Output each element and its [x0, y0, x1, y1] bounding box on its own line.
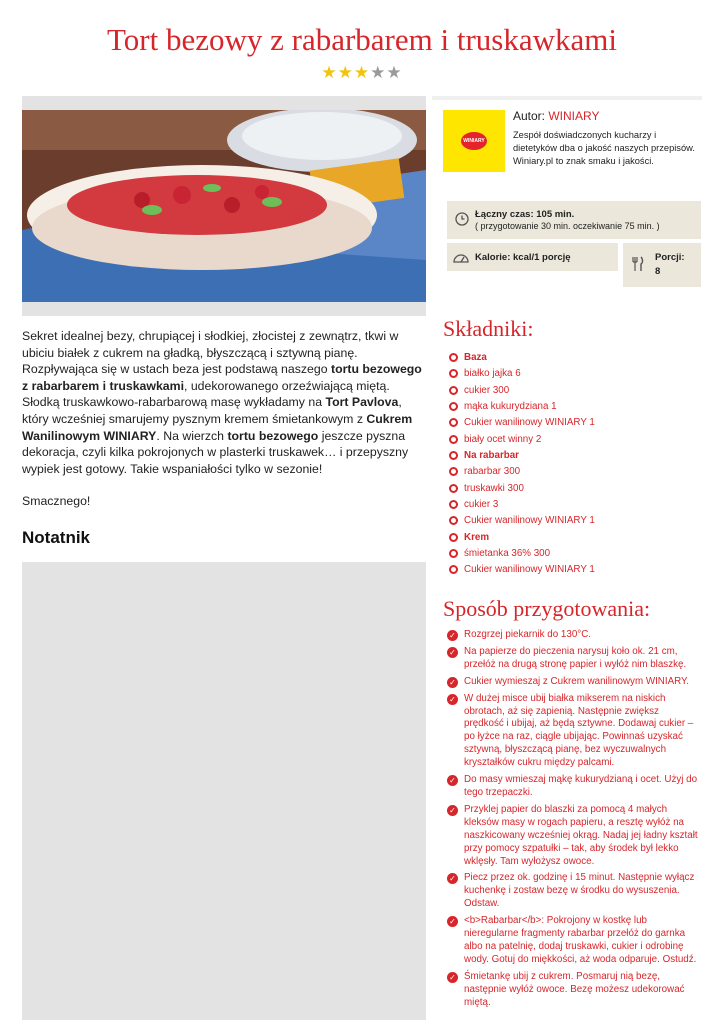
preparation-steps	[447, 629, 701, 1013]
preparation-step	[447, 872, 701, 911]
ingredients-heading: Składniki:	[443, 316, 534, 341]
portions-value: 8	[655, 266, 661, 277]
ingredient-label: Cukier wanilinowy WINIARY 1	[464, 417, 595, 429]
recipe-description	[22, 328, 422, 526]
image-bottom-bar	[22, 302, 426, 316]
check-icon: ✓	[447, 630, 458, 641]
description-text: . Na wierzch	[156, 428, 228, 443]
ingredient-label: Krem	[464, 531, 490, 543]
calories-box	[447, 243, 618, 271]
recipe-photo	[22, 110, 426, 302]
ingredient-item	[449, 514, 595, 530]
ingredient-group	[449, 449, 595, 465]
ingredient-label: Cukier wanilinowy WINIARY 1	[464, 564, 595, 576]
preparation-step	[447, 971, 701, 1010]
description-paragraph	[22, 328, 422, 477]
ingredient-item	[449, 547, 595, 563]
total-time-label: Łączny czas: 105 min.	[475, 209, 575, 220]
bullet-ring-icon	[449, 549, 458, 558]
bullet-ring-icon	[449, 500, 458, 509]
recipe-title: Tort bezowy z rabarbarem i truskawkami	[107, 22, 617, 57]
ingredient-label: Cukier wanilinowy WINIARY 1	[464, 515, 595, 527]
ingredient-item	[449, 465, 595, 481]
step-text: Rozgrzej piekarnik do 130°C.	[464, 629, 591, 640]
step-text: W dużej misce ubij białka mikserem na niskich obrotach, aż się zapienią. Następnie zwiększ prędkość i ubijaj, aż będą sztywne. Dodawaj cukier – po łyżce na raz, ciągle ubijając. Powinnaś uzyskać sztywną, błyszczącą pianę, bez wyczuwalnych kryształków cukru między palcami.	[464, 692, 694, 769]
check-icon: ✓	[447, 873, 458, 884]
check-icon: ✓	[447, 805, 458, 816]
author-label: Autor:	[513, 109, 546, 123]
check-icon: ✓	[447, 972, 458, 983]
preparation-step	[447, 804, 701, 869]
step-text: Przyklej papier do blaszki za pomocą 4 małych kleksów masy w rogach papieru, a resztę wyłóż na naszkicowany wcześniej okrąg. Nadaj jej ładny kształt przy pomocy szpatułki – tak, aby środek był lekko wklęsły. Tam wyłożysz owoce.	[464, 803, 698, 867]
ingredient-label: białko jajka 6	[464, 368, 521, 380]
ingredient-label: śmietanka 36% 300	[464, 548, 551, 560]
check-icon: ✓	[447, 677, 458, 688]
bullet-ring-icon	[449, 484, 458, 493]
description-highlight: Cukrem Wanilinowym WINIARY	[22, 411, 413, 443]
ingredients-list	[449, 351, 595, 580]
bullet-ring-icon	[449, 451, 458, 460]
description-closing: Smacznego!	[22, 494, 91, 509]
bullet-ring-icon	[449, 533, 458, 542]
check-icon: ✓	[447, 694, 458, 705]
ingredient-label: truskawki 300	[464, 482, 524, 494]
preparation-step	[447, 676, 701, 689]
notes-area[interactable]	[22, 562, 426, 1020]
portions-box	[623, 243, 701, 287]
ingredient-item	[449, 416, 595, 432]
star-empty-icon[interactable]: ★	[386, 63, 403, 82]
step-text: Cukier wymieszaj z Cukrem wanilinowym WINIARY.	[464, 675, 690, 687]
step-text: Na papierze do pieczenia narysuj koło ok. 21 cm, przełóż na drugą stronę papier i wyłóż nim blaszkę.	[464, 645, 687, 670]
bullet-ring-icon	[449, 516, 458, 525]
ingredient-label: cukier 300	[464, 384, 510, 396]
bullet-ring-icon	[449, 565, 458, 574]
star-filled-icon[interactable]: ★	[337, 63, 354, 82]
preparation-step	[447, 629, 701, 642]
star-filled-icon[interactable]: ★	[321, 63, 338, 82]
ingredient-item	[449, 498, 595, 514]
bullet-ring-icon	[449, 369, 458, 378]
ingredient-item	[449, 433, 595, 449]
step-text: Piecz przez ok. godzinę i 15 minut. Następnie wyłącz kuchenkę i zostaw bezę w środku do wysuszenia. Odstaw.	[464, 872, 695, 910]
check-icon: ✓	[447, 775, 458, 786]
ingredient-label: mąka kukurydziana 1	[464, 401, 557, 413]
bullet-ring-icon	[449, 435, 458, 444]
preparation-step	[447, 915, 701, 967]
cutlery-icon	[631, 256, 645, 272]
description-text: , udekorowanego orzeźwiającą miętą. Słodką truskawkowo-rabarbarową masę wykładamy na	[22, 378, 390, 410]
bullet-ring-icon	[449, 353, 458, 362]
check-icon: ✓	[447, 647, 458, 658]
description-text: , który wcześniej smarujemy pysznym kremem śmietankowym z	[22, 395, 402, 426]
calories-label: Kalorie: kcal/1 porcję	[475, 252, 571, 263]
bullet-ring-icon	[449, 402, 458, 411]
ingredient-item	[449, 482, 595, 498]
author-line	[513, 109, 599, 123]
ingredient-label: Baza	[464, 352, 487, 363]
sidebar-top-bar	[432, 96, 702, 100]
preparation-step	[447, 693, 701, 770]
preparation-heading: Sposób przygotowania:	[443, 596, 651, 621]
description-highlight: tortu bezowego	[227, 428, 319, 443]
description-text: Sekret idealnej bezy, chrupiącej i słodkiej, złocistej z zewnątrz, tkwi w ubiciu białek z cukrem na gładką, błyszczącą i sztywną pianę. Rozpływająca się w ustach beza jest podstawą naszego	[22, 329, 399, 377]
step-text: <b>Rabarbar</b>: Pokrojony w kostkę lub nieregularne fragmenty rabarbar przełóż do garnka albo na patelnię, dodaj truskawki, cukier i odrobinę wody. Gotuj do miękkości, aż woda odparuje. Ostudź.	[464, 915, 697, 965]
check-icon: ✓	[447, 916, 458, 927]
bullet-ring-icon	[449, 386, 458, 395]
winiary-logo	[443, 110, 505, 172]
bullet-ring-icon	[449, 467, 458, 476]
ingredient-label: biały ocet winny 2	[464, 433, 542, 445]
star-empty-icon[interactable]: ★	[370, 63, 387, 82]
bullet-ring-icon	[449, 418, 458, 427]
preparation-step	[447, 774, 701, 800]
image-top-bar	[22, 96, 426, 110]
portions-label: Porcji:	[655, 252, 685, 263]
rating-stars	[0, 63, 724, 83]
author-name[interactable]: WINIARY	[548, 109, 600, 123]
time-breakdown: ( przygotowanie 30 min. oczekiwanie 75 min. )	[475, 221, 660, 231]
description-highlight: tortu bezowego z rabarbarem i truskawkami	[22, 362, 422, 393]
clock-icon	[455, 212, 469, 226]
logo-text: WINIARY	[461, 132, 487, 150]
ingredient-item	[449, 400, 595, 416]
ingredient-label: Na rabarbar	[464, 450, 519, 462]
step-text: Śmietankę ubij z cukrem. Posmaruj nią bezę, następnie wyłóż owoce. Bezę możesz udekorować miętą.	[464, 970, 685, 1008]
total-time-box	[447, 201, 701, 239]
ingredient-group	[449, 351, 595, 367]
ingredient-item	[449, 367, 595, 383]
ingredient-group	[449, 531, 595, 547]
ingredient-item	[449, 563, 595, 579]
ingredient-label: rabarbar 300	[464, 466, 521, 478]
ingredient-label: cukier 3	[464, 499, 499, 511]
star-filled-icon[interactable]: ★	[353, 63, 371, 82]
notes-title: Notatnik	[22, 528, 90, 547]
preparation-step	[447, 646, 701, 672]
author-description: Zespół doświadczonych kucharzy i dietetyków dba o jakość naszych przepisów. Winiary.pl to znak smaku i jakości.	[513, 130, 695, 167]
ingredient-item	[449, 384, 595, 400]
description-text: jeszcze pyszna dekoracja, czyli kilka pokrojonych w plasterki truskawek… i przepyszny wypiek jest gotowy. Takie wspaniałości tylko w sezonie!	[22, 428, 409, 476]
description-highlight: Tort Pavlova	[325, 395, 399, 410]
scale-icon	[453, 251, 469, 263]
step-text: Do masy wmieszaj mąkę kukurydzianą i ocet. Użyj do tego trzepaczki.	[464, 774, 698, 798]
